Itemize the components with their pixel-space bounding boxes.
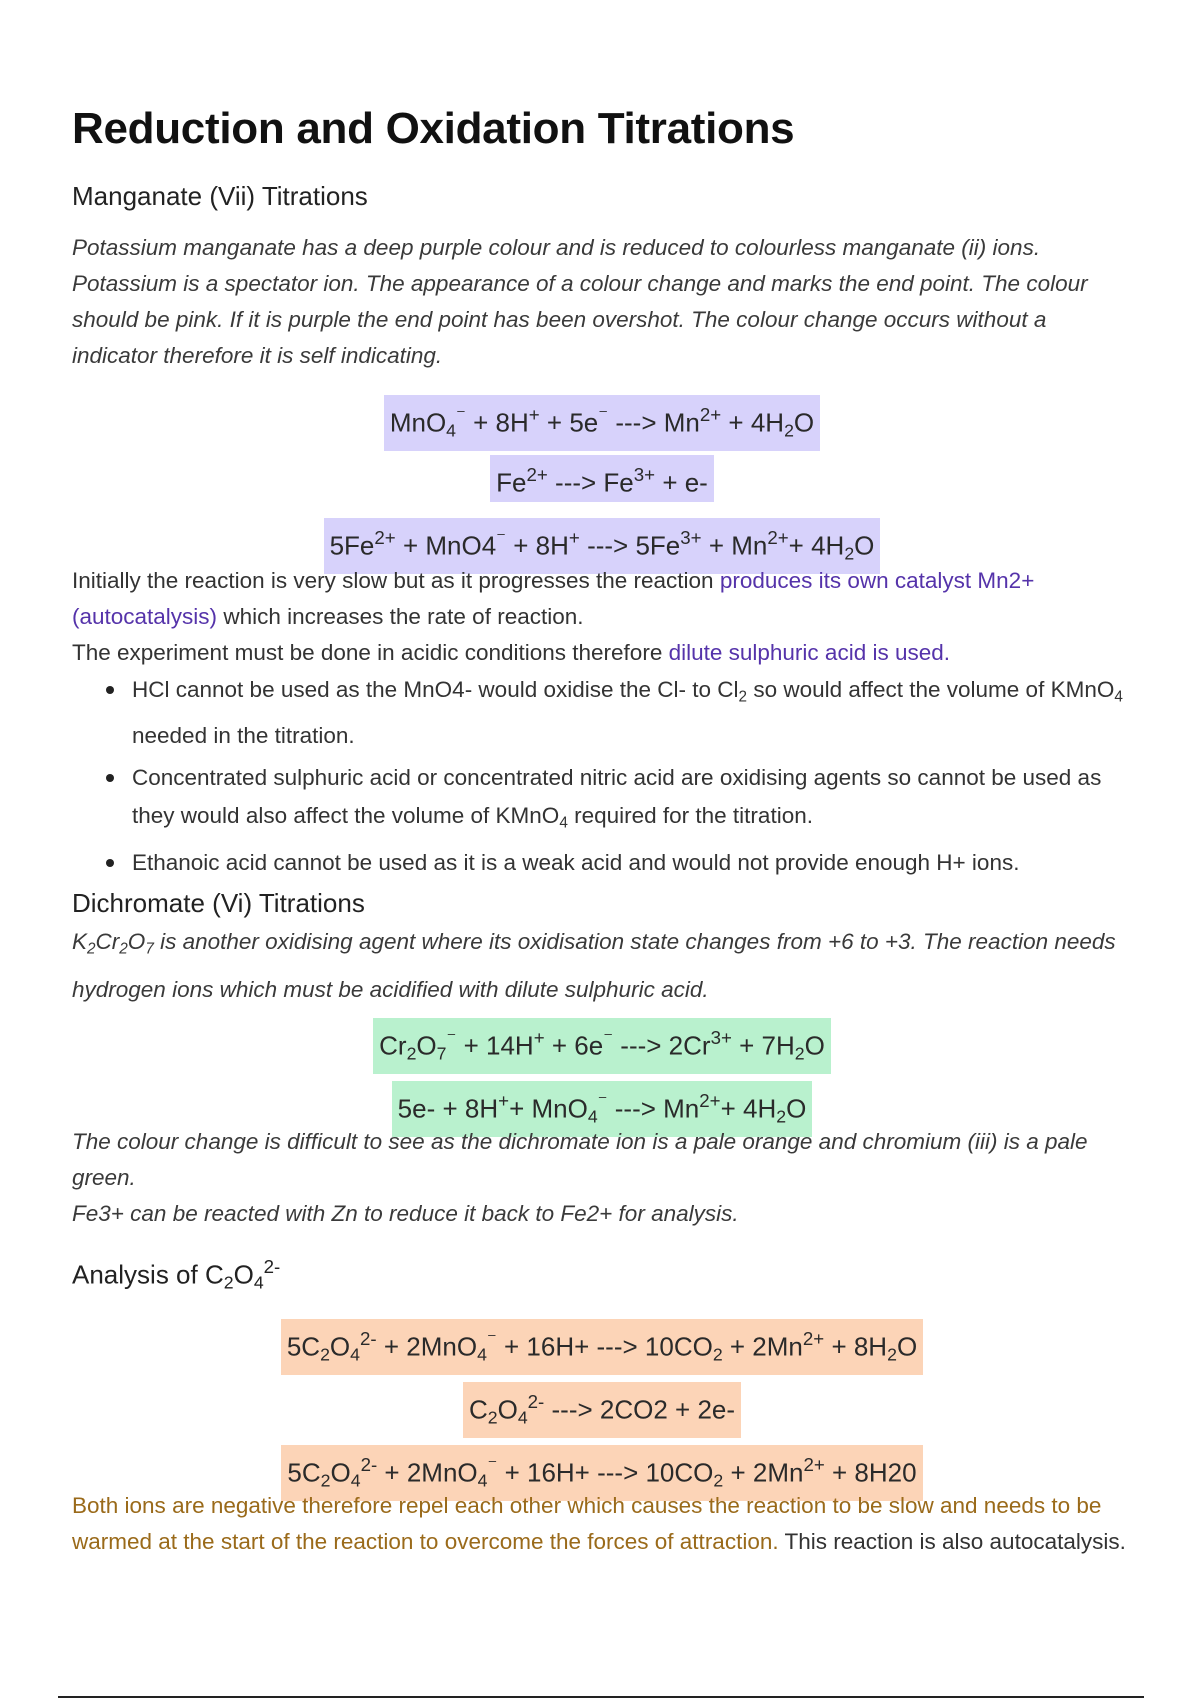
page-bottom-rule xyxy=(58,1696,1144,1698)
manganate-heading: Manganate (Vii) Titrations xyxy=(72,181,368,211)
dichromate-equation-1: $Cr_2O_7^{^-} + 14H^+ + 6e^{^-}$ ---> $2Cr^{3+} + 7H_2O$ xyxy=(373,1018,831,1074)
dilute-acid-highlight: dilute sulphuric acid is used. xyxy=(668,640,950,665)
repulsion-highlight: Both ions are negative therefore repel each other which causes the reaction to be slow and needs to be warmed at the start of the reaction to overcome the forces of attraction. xyxy=(72,1493,1102,1554)
oxalate-heading: Analysis of $C_2O_4^{2-}$ xyxy=(72,1256,281,1293)
manganate-equation-2: $Fe^{2+}$ ---> $Fe^{3+} + e-$ xyxy=(490,455,714,502)
dichromate-heading: Dichromate (Vi) Titrations xyxy=(72,888,365,918)
oxalate-closing-paragraph: Both ions are negative therefore repel each other which causes the reaction to be slow and needs to be warmed at the start of the reaction to overcome the forces of attraction. This reaction is also autocatalysis. xyxy=(72,1493,1126,1554)
oxalate-equation-1-row xyxy=(72,1319,1132,1375)
list-item: HCl cannot be used as the MnO4- would oxidise the Cl- to $Cl_2$ so would affect the volume of KMnO$_4$ needed in the titration. xyxy=(72,671,1132,755)
dichromate-colour-note: The colour change is difficult to see as the dichromate ion is a pale orange and chromium (iii) is a pale green. xyxy=(72,1129,1088,1190)
dichromate-equation-2: 5e- + 8H++ MnO$_4$⁻ ---> $Mn^{2+}+ 4H_2O$ xyxy=(392,1081,813,1137)
zinc-reduction-note: Fe3+ can be reacted with Zn to reduce it back to Fe2+ for analysis. xyxy=(72,1201,739,1226)
manganate-equation-1-row xyxy=(72,395,1132,451)
acidic-conditions-paragraph: The experiment must be done in acidic conditions therefore dilute sulphuric acid is used. xyxy=(72,640,950,665)
manganate-equation-2-row xyxy=(72,455,1132,502)
manganate-equation-3: $5Fe^{2+} + MnO4^{^-} + 8H^+$ ---> $5Fe^{3+} + Mn^{2+}+ 4H_2O$ xyxy=(324,518,881,574)
oxalate-equation-2: $C_2O_4^{2-}$ ---> 2CO2 + 2e- xyxy=(463,1382,741,1438)
autocatalysis-paragraph: Initially the reaction is very slow but as it progresses the reaction produces its own catalyst Mn2+ (autocatalysis) which increases the rate of reaction. xyxy=(72,568,1035,629)
autocatalysis-highlight: produces its own catalyst Mn2+ (autocatalysis) xyxy=(72,568,1035,629)
acid-bullet-list xyxy=(72,671,1132,882)
page-title: Reduction and Oxidation Titrations xyxy=(72,104,795,153)
oxalate-equation-3: $5C_2O_4^{2-} + 2MnO_4^{^-} + 16H+$ ---> $10CO_2 + 2Mn^{2+} + 8H20$ xyxy=(281,1445,922,1501)
dichromate-intro: $K_2Cr_2O_7$ is another oxidising agent where its oxidisation state changes from +6 to +3. The reaction needs hydrogen ions which must be acidified with dilute sulphuric acid. xyxy=(72,929,1116,1002)
manganate-intro: Potassium manganate has a deep purple colour and is reduced to colourless manganate (ii) ions. Potassium is a spectator ion. The appearance of a colour change and marks the end point. The colour should be pink. If it is purple the end point has been overshot. The colour change occurs without a indicator therefore it is self indicating. xyxy=(72,235,1088,368)
list-item: Concentrated sulphuric acid or concentrated nitric acid are oxidising agents so cannot be used as they would also affect the volume of KMnO$_4$ required for the titration. xyxy=(72,759,1132,843)
list-item: Ethanoic acid cannot be used as it is a weak acid and would not provide enough H+ ions. xyxy=(72,844,1132,882)
dichromate-equation-1-row xyxy=(72,1018,1132,1074)
oxalate-equation-1: $5C_2O_4^{2-} + 2MnO_4^{^-} + 16H+$ ---> $10CO_2 + 2Mn^{2+} + 8H_2O$ xyxy=(281,1319,923,1375)
oxalate-equation-2-row xyxy=(72,1382,1132,1438)
manganate-equation-1: MnO$_4$⁻ + 8H+ + 5e⁻ ---> $Mn^{2+} + 4H_2O$ xyxy=(384,395,820,451)
